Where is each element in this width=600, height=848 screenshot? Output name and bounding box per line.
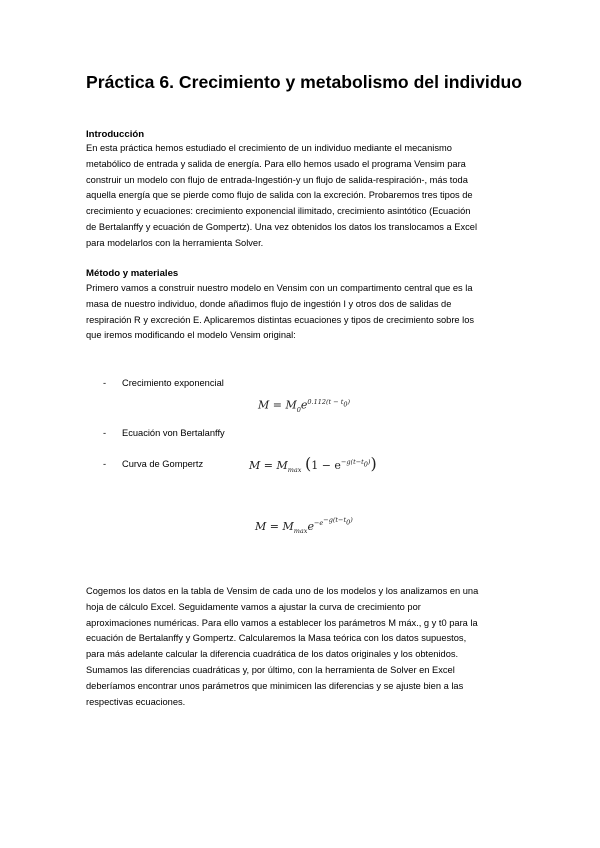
eq-term: ) [350,516,353,524]
eq-term: = [260,459,277,472]
intro-line: construir un modelo con flujo de entrada-Ingestión-y un flujo de salida-respiración-, más toda [86,174,468,185]
methods-line: que iremos modificando el modelo Vensim original: [86,330,296,341]
eq-term: 0.112(t − t [307,398,344,406]
equation-gompertz [255,516,353,535]
eq-term: 1 − e [311,459,341,472]
eq-term: M [258,398,270,412]
eq-term: ) [347,398,351,406]
eq-term: −g(t−t [340,458,364,467]
methods-heading: Método y materiales [86,268,179,279]
intro-heading: Introducción [86,129,145,140]
analysis-line: aproximaciones numéricas. Para ello vamos a establecer los parámetros M máx., g y t0 para la [86,617,478,628]
eq-term: max [287,466,302,475]
eq-term: M [276,459,288,472]
intro-line: para modelarlos con la herramienta Solver. [86,237,264,248]
analysis-line: Sumamos las diferencias cuadráticas y, por último, con la herramienta de Solver en Excel [86,664,455,675]
eq-term: e [307,519,314,533]
eq-term: 0 [346,518,351,527]
analysis-line: ecuación de Bertalanffy y Gompertz. Calcularemos la Masa teórica con los datos supuestos, [86,633,467,644]
analysis-line: deberíamos encontrar unos parámetros que minimicen las diferencias y se ajuste bien a las [86,680,464,691]
list-bullet: - [103,459,107,469]
methods-paragraph [86,281,526,344]
intro-line: crecimiento y ecuaciones: crecimiento exponencial ilimitado, crecimiento asintótico (Ecuación [86,206,471,217]
eq-term: −e [313,519,324,528]
intro-line: En esta práctica hemos estudiado el crecimiento de un individuo mediante el mecanismo [86,143,452,153]
eq-term: −g(t−t [323,516,347,524]
eq-term: M [255,519,267,533]
eq-term: ) [370,454,377,473]
analysis-line: Cogemos los datos en la tabla de Vensim de cada uno de los modelos y los analizamos en una [86,586,479,596]
eq-term: 0 [343,400,348,409]
eq-term: 0 [363,460,368,469]
intro-line: metabólico de entrada y salida de energía. Para ello hemos usado el programa Vensim para [86,158,466,169]
analysis-line: hoja de cálculo Excel. Seguidamente vamos a ajustar la curva de crecimiento por [86,601,421,612]
model-label-gompertz: Curva de Gompertz [122,459,204,469]
model-label-exponential: Crecimiento exponencial [122,378,224,388]
intro-line: de Bertalanffy y ecuación de Gompertz). Una vez obtenidos los datos los translocamos a Excel [86,221,478,232]
eq-term: = [269,398,286,412]
model-label-bertalanffy: Ecuación von Bertalanffy [122,428,225,438]
eq-term: 0 [296,405,301,414]
analysis-line: para más adelante calcular la diferencia cuadrática de los datos originales y los obtenidos. [86,649,459,660]
document-title: Práctica 6. Crecimiento y metabolismo del individuo [86,72,523,92]
eq-term: = [266,519,283,533]
eq-term: M [282,519,294,533]
eq-term: M [285,398,297,412]
list-bullet: - [103,378,107,388]
eq-term: ) [367,458,371,467]
intro-line: aquella energía que se pierde como flujo de salida con la excreción. Probaremos tres tipos de [86,190,473,201]
analysis-line: respectivas ecuaciones. [86,696,186,707]
analysis-paragraph [86,584,526,710]
eq-term: ( [304,454,312,473]
eq-term: max [293,527,308,535]
methods-line: Primero vamos a construir nuestro modelo en Vensim con un compartimento central que es la [86,283,473,293]
methods-line: respiración R y excreción E. Aplicaremos distintas ecuaciones y tipos de crecimiento sobre los [86,314,475,325]
equation-exponential [258,398,350,414]
methods-line: masa de nuestro individuo, donde añadimos flujo de ingestión I y otros dos de salidas de [86,298,452,309]
intro-paragraph [86,141,526,252]
eq-term: M [249,459,261,472]
equation-bertalanffy [249,454,377,474]
list-bullet: - [103,428,107,438]
eq-term: e [300,398,308,412]
